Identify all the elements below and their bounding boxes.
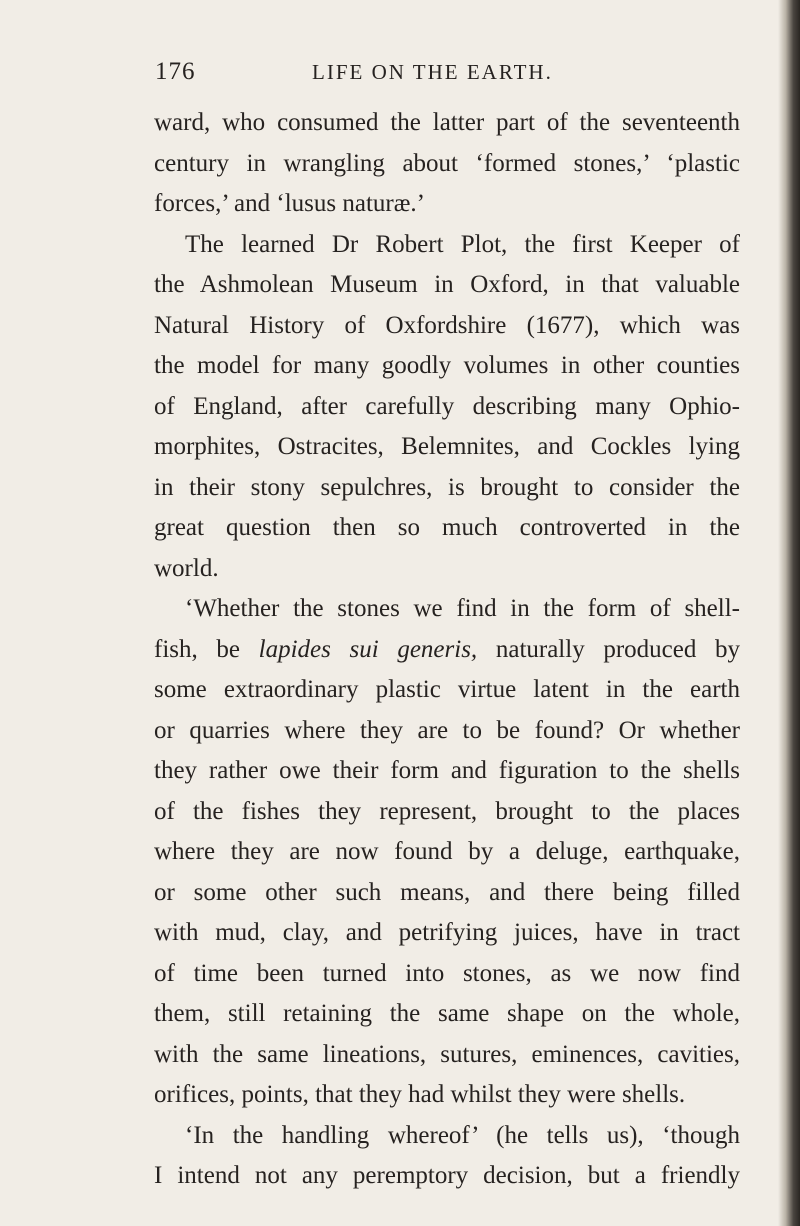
body-text — [154, 103, 740, 1197]
text-segment: fish, be — [154, 635, 240, 663]
text-line: with mud, clay, and petrifying juices, have in tract — [154, 919, 740, 946]
text-line-with-italic — [154, 630, 740, 671]
text-line: of time been turned into stones, as we now find — [154, 959, 740, 987]
text-line: ‘In the handling whereof’ (he tells us), ‘though — [185, 1121, 740, 1149]
text-line: The learned Dr Robert Plot, the first Keeper of — [185, 230, 740, 258]
text-line: with the same lineations, sutures, eminences, cavities, — [154, 1040, 740, 1068]
text-line: in their stony sepulchres, is brought to consider the — [154, 473, 740, 501]
text-line: forces,’ and ‘lusus naturæ.’ — [154, 190, 425, 217]
text-line: great question then so much controverted in the — [154, 514, 740, 541]
text-line: orifices, points, that they had whilst they were shells. — [154, 1081, 686, 1108]
text-line: they rather owe their form and figuration to the shells — [154, 757, 740, 784]
page-edge-shadow — [778, 0, 800, 1226]
text-line: ward, who consumed the latter part of the seventeenth — [154, 109, 740, 136]
text-line: or quarries where they are to be found? Or whether — [154, 716, 740, 744]
text-line: or some other such means, and there being filled — [154, 878, 740, 906]
text-line: century in wrangling about ‘formed stones,’ ‘plastic — [154, 149, 740, 177]
text-line: of the fishes they represent, brought to the places — [154, 797, 740, 825]
text-line: Natural History of Oxfordshire (1677), which was — [154, 311, 740, 339]
running-header: LIFE ON THE EARTH. — [312, 60, 553, 84]
text-line: where they are now found by a deluge, earthquake, — [154, 838, 740, 865]
page-number: 176 — [155, 58, 196, 85]
text-line: the Ashmolean Museum in Oxford, in that valuable — [154, 271, 740, 298]
text-line: world. — [154, 554, 219, 582]
text-line: morphites, Ostracites, Belemnites, and Cockles lying — [154, 433, 740, 460]
text-segment: naturally produced by — [495, 635, 741, 663]
text-line: of England, after carefully describing many Ophio- — [154, 392, 740, 420]
italic-phrase: lapides sui generis, — [258, 635, 478, 663]
text-line: ‘Whether the stones we find in the form of shell- — [185, 595, 740, 622]
text-line: them, still retaining the same shape on the whole, — [154, 1000, 740, 1027]
text-line: I intend not any peremptory decision, but a friendly — [154, 1162, 740, 1189]
text-line: the model for many goodly volumes in other counties — [154, 352, 740, 379]
text-line: some extraordinary plastic virtue latent in the earth — [154, 676, 740, 703]
